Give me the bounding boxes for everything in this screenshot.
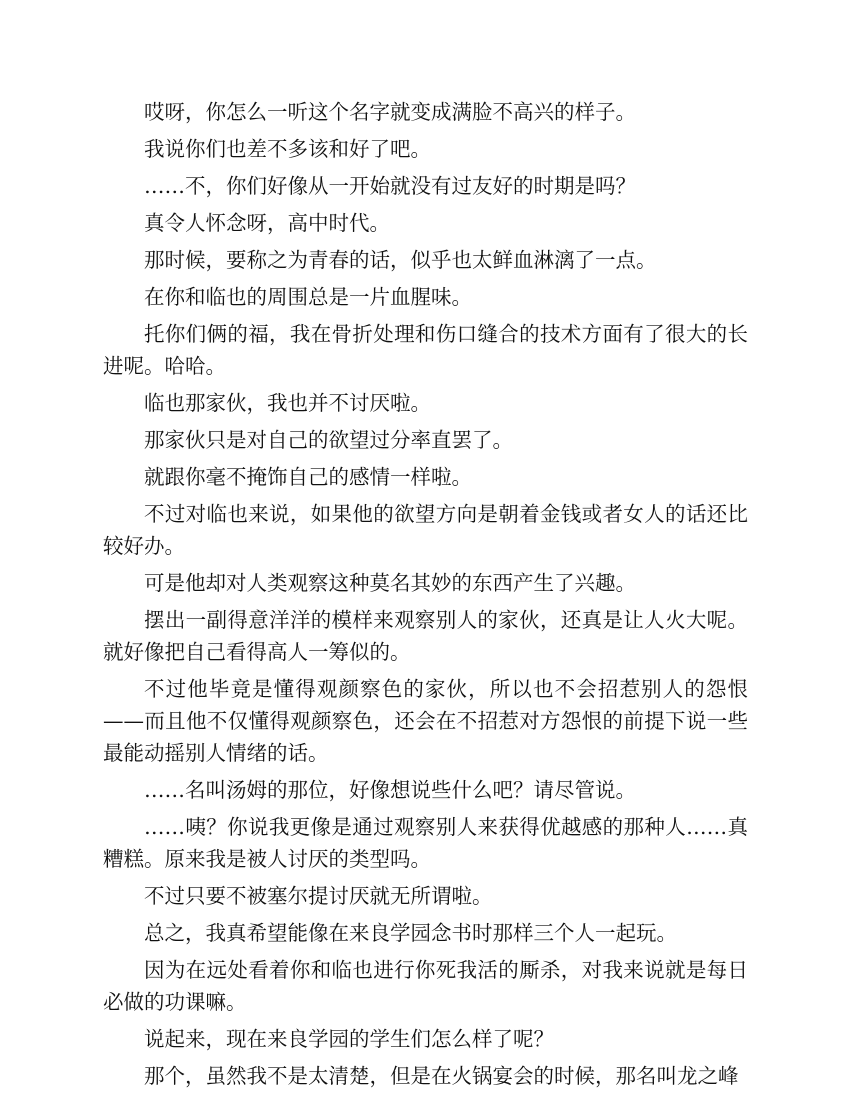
paragraph: 托你们俩的福，我在骨折处理和伤口缝合的技术方面有了很大的长进呢。哈哈。 — [103, 322, 748, 378]
paragraph: 因为在远处看着你和临也进行你死我活的厮杀，对我来说就是每日必做的功课嘛。 — [103, 958, 748, 1014]
paragraph: 总之，我真希望能像在来良学园念书时那样三个人一起玩。 — [144, 921, 677, 945]
paragraph: ……名叫汤姆的那位，好像想说些什么吧？请尽管说。 — [144, 778, 636, 802]
paragraph: 不过对临也来说，如果他的欲望方向是朝着金钱或者女人的话还比较好办。 — [103, 502, 748, 558]
paragraph: ……咦？你说我更像是通过观察别人来获得优越感的那种人……真糟糕。原来我是被人讨厌的类型吗。 — [103, 815, 748, 871]
paragraph: 哎呀，你怎么一听这个名字就变成满脸不高兴的样子。 — [144, 100, 636, 124]
paragraph: 就跟你毫不掩饰自己的感情一样啦。 — [144, 465, 472, 489]
paragraph: 在你和临也的周围总是一片血腥味。 — [144, 285, 472, 309]
document-page — [103, 96, 748, 1097]
paragraph: 不过他毕竟是懂得观颜察色的家伙，所以也不会招惹别人的怨恨——而且他不仅懂得观颜察色，还会在不招惹对方怨恨的前提下说一些最能动摇别人情绪的话。 — [103, 677, 748, 765]
paragraph: 那个，虽然我不是太清楚，但是在火锅宴会的时候，那名叫龙之峰 — [144, 1064, 739, 1088]
paragraph: 临也那家伙，我也并不讨厌啦。 — [144, 391, 431, 415]
paragraph: ……不，你们好像从一开始就没有过友好的时期是吗？ — [144, 174, 636, 198]
paragraph: 不过只要不被塞尔提讨厌就无所谓啦。 — [144, 884, 493, 908]
paragraph: 那时候，要称之为青春的话，似乎也太鲜血淋漓了一点。 — [144, 248, 657, 272]
paragraph: 摆出一副得意洋洋的模样来观察别人的家伙，还真是让人火大呢。就好像把自己看得高人一筹似的。 — [103, 608, 748, 664]
paragraph: 那家伙只是对自己的欲望过分率直罢了。 — [144, 428, 513, 452]
paragraph: 真令人怀念呀，高中时代。 — [144, 211, 390, 235]
paragraph: 说起来，现在来良学园的学生们怎么样了呢？ — [144, 1027, 554, 1051]
paragraph: 我说你们也差不多该和好了吧。 — [144, 137, 431, 161]
paragraph: 可是他却对人类观察这种莫名其妙的东西产生了兴趣。 — [144, 571, 636, 595]
